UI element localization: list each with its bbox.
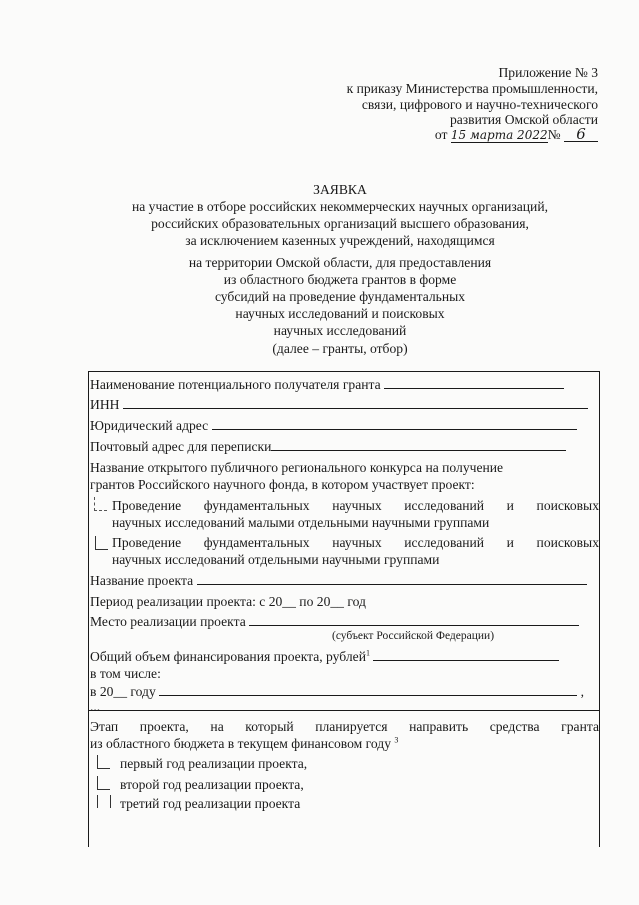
title-line-2: российских образовательных организаций высшего образования, bbox=[151, 216, 529, 231]
applicant-name-field[interactable] bbox=[384, 376, 564, 389]
stage-label-line-1: Этап проекта, на который планируется направить средства гранта bbox=[90, 719, 599, 734]
applicant-name-row bbox=[90, 376, 599, 393]
postal-address-field[interactable] bbox=[271, 438, 566, 451]
option-small-groups-line-2: научных исследований малыми отдельными научными группами bbox=[112, 515, 490, 530]
year-amount-field[interactable] bbox=[159, 683, 577, 696]
handwritten-number: 6 bbox=[564, 127, 598, 142]
ellipsis-row bbox=[90, 698, 599, 715]
appendix-number: Приложение № 3 bbox=[498, 65, 598, 80]
funding-footnote: 1 bbox=[365, 648, 370, 658]
title-line-9: (далее – гранты, отбор) bbox=[272, 341, 408, 356]
ellipsis: ... bbox=[90, 699, 101, 714]
stage-footnote: 3 bbox=[394, 735, 399, 745]
applicant-name-label: Наименование потенциального получателя гранта bbox=[90, 377, 381, 392]
frame-left-border bbox=[88, 371, 89, 847]
stage-first-year-label: первый год реализации проекта, bbox=[120, 756, 308, 771]
stage-second-year-checkbox[interactable] bbox=[97, 776, 110, 790]
option-groups-line-2: научных исследований отдельными научными группами bbox=[112, 552, 440, 567]
legal-address-row bbox=[90, 417, 599, 434]
form-heading: ЗАЯВКА bbox=[313, 182, 367, 197]
project-name-label: Название проекта bbox=[90, 573, 194, 588]
year-label: в 20__ году bbox=[90, 684, 156, 699]
project-period: Период реализации проекта: с 20__ по 20__ год bbox=[90, 594, 366, 609]
number-prefix: № bbox=[547, 127, 561, 142]
frame-top-border bbox=[88, 371, 600, 372]
project-name-field[interactable] bbox=[197, 572, 587, 585]
option-groups-line-1: Проведение фундаментальных научных исследований и поисковых bbox=[112, 535, 599, 550]
stage-third-year-checkbox[interactable] bbox=[97, 795, 111, 808]
title-line-8: научных исследований bbox=[273, 323, 407, 338]
title-line-1: на участие в отборе российских некоммерческих научных организаций, bbox=[131, 199, 549, 214]
order-date-line bbox=[435, 126, 598, 143]
postal-address-row bbox=[90, 438, 599, 455]
title-line-7: научных исследований и поисковых bbox=[235, 306, 445, 321]
option-small-groups-line-1: Проведение фундаментальных научных исследований и поисковых bbox=[112, 498, 599, 513]
inn-field[interactable] bbox=[123, 396, 588, 409]
date-prefix: от bbox=[434, 127, 448, 142]
title-line-3: за исключением казенных учреждений, находящимся bbox=[185, 233, 495, 248]
order-line-1: к приказу Министерства промышленности, bbox=[346, 81, 598, 96]
project-place-field[interactable] bbox=[249, 613, 579, 626]
project-name-row bbox=[90, 572, 599, 589]
funding-row bbox=[90, 648, 599, 665]
including-label: в том числе: bbox=[90, 666, 161, 681]
order-line-2: связи, цифрового и научно-технического bbox=[361, 97, 598, 112]
option-small-groups-checkbox[interactable] bbox=[94, 497, 107, 511]
legal-address-field[interactable] bbox=[212, 417, 577, 430]
legal-address-label: Юридический адрес bbox=[90, 418, 209, 433]
stage-label-line-2: из областного бюджета в текущем финансовом году $^3$ bbox=[90, 735, 399, 751]
year-line-comma: , bbox=[580, 684, 584, 699]
handwritten-date: 15 марта 2022 bbox=[450, 128, 548, 142]
funding-field[interactable] bbox=[373, 648, 559, 661]
competition-label-line-2: грантов Российского научного фонда, в котором участвует проект: bbox=[90, 477, 475, 492]
title-line-5: из областного бюджета грантов в форме bbox=[223, 272, 457, 287]
frame-right-border bbox=[599, 371, 600, 847]
postal-address-label: Почтовый адрес для переписки bbox=[90, 439, 272, 454]
stage-third-year-label: третий год реализации проекта bbox=[120, 796, 301, 811]
title-line-4: на территории Омской области, для предоставления bbox=[188, 255, 492, 270]
inn-label: ИНН bbox=[90, 397, 120, 412]
inn-row bbox=[90, 396, 599, 413]
project-place-label: Место реализации проекта bbox=[90, 614, 246, 629]
project-place-note: (субъект Российской Федерации) bbox=[332, 630, 495, 642]
competition-label-line-1: Название открытого публичного регионального конкурса на получение bbox=[90, 460, 504, 475]
option-groups-checkbox[interactable] bbox=[95, 536, 108, 550]
title-line-6: субсидий на проведение фундаментальных bbox=[214, 289, 466, 304]
stage-second-year-label: второй год реализации проекта, bbox=[120, 777, 304, 792]
order-line-3: развития Омской области bbox=[449, 112, 598, 127]
stage-first-year-checkbox[interactable] bbox=[97, 755, 110, 769]
funding-label: Общий объем финансирования проекта, рублей bbox=[90, 649, 366, 664]
additional-year-field[interactable] bbox=[104, 698, 592, 711]
